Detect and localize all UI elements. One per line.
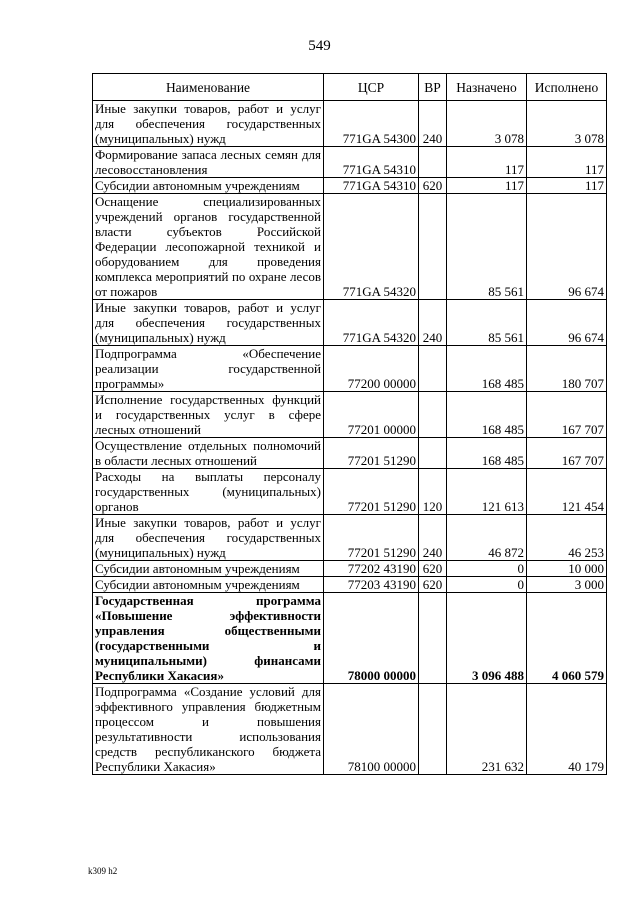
row-vr-cell: 620	[419, 561, 447, 577]
row-vr-cell	[419, 346, 447, 392]
table-row	[93, 300, 607, 346]
row-csr-cell: 77201 51290	[324, 469, 419, 515]
row-executed-cell: 46 253	[527, 515, 607, 561]
table-header-row	[93, 74, 607, 101]
row-csr-cell: 77201 51290	[324, 438, 419, 469]
row-name-cell: Формирование запаса лесных семян для лесовосстановления	[93, 147, 324, 178]
row-vr-cell	[419, 684, 447, 775]
row-csr-cell: 771GA 54310	[324, 178, 419, 194]
row-assigned-cell: 121 613	[447, 469, 527, 515]
table-row	[93, 346, 607, 392]
row-vr-cell	[419, 147, 447, 178]
header-executed: Исполнено	[527, 74, 607, 101]
row-vr-cell: 240	[419, 300, 447, 346]
row-assigned-cell: 117	[447, 147, 527, 178]
row-assigned-cell: 46 872	[447, 515, 527, 561]
row-assigned-cell: 0	[447, 561, 527, 577]
row-assigned-cell: 168 485	[447, 346, 527, 392]
row-name-cell: Субсидии автономным учреждениям	[93, 178, 324, 194]
row-csr-cell: 771GA 54310	[324, 147, 419, 178]
row-assigned-cell: 168 485	[447, 438, 527, 469]
row-vr-cell	[419, 392, 447, 438]
row-executed-cell: 121 454	[527, 469, 607, 515]
table-row	[93, 561, 607, 577]
row-executed-cell: 3 078	[527, 101, 607, 147]
row-assigned-cell: 85 561	[447, 300, 527, 346]
row-name-cell: Государственная программа «Повышение эффективности управления общественными (государственными и муниципальными) финансами Республики Хакасия»	[93, 593, 324, 684]
row-csr-cell: 78000 00000	[324, 593, 419, 684]
table-row	[93, 101, 607, 147]
row-name-cell: Субсидии автономным учреждениям	[93, 561, 324, 577]
row-name-cell: Исполнение государственных функций и государственных услуг в сфере лесных отношений	[93, 392, 324, 438]
row-vr-cell	[419, 194, 447, 300]
budget-table	[92, 73, 607, 775]
row-assigned-cell: 3 078	[447, 101, 527, 147]
row-vr-cell: 240	[419, 101, 447, 147]
row-csr-cell: 77201 51290	[324, 515, 419, 561]
row-vr-cell	[419, 438, 447, 469]
row-vr-cell: 620	[419, 178, 447, 194]
row-assigned-cell: 3 096 488	[447, 593, 527, 684]
row-name-cell: Оснащение специализированных учреждений органов государственной власти субъектов Российской Федерации лесопожарной техникой и оборудованием для проведения комплекса мероприятий по охране лесов от пожаров	[93, 194, 324, 300]
row-csr-cell: 77202 43190	[324, 561, 419, 577]
row-vr-cell	[419, 593, 447, 684]
row-executed-cell: 96 674	[527, 300, 607, 346]
row-executed-cell: 4 060 579	[527, 593, 607, 684]
table-row	[93, 515, 607, 561]
row-csr-cell: 77200 00000	[324, 346, 419, 392]
row-name-cell: Подпрограмма «Создание условий для эффективного управления бюджетным процессом и повышения результативности использования средств республиканского бюджета Республики Хакасия»	[93, 684, 324, 775]
row-name-cell: Субсидии автономным учреждениям	[93, 577, 324, 593]
table-row	[93, 392, 607, 438]
row-vr-cell: 620	[419, 577, 447, 593]
row-executed-cell: 180 707	[527, 346, 607, 392]
row-executed-cell: 167 707	[527, 392, 607, 438]
row-csr-cell: 78100 00000	[324, 684, 419, 775]
row-assigned-cell: 117	[447, 178, 527, 194]
row-csr-cell: 771GA 54320	[324, 300, 419, 346]
row-assigned-cell: 231 632	[447, 684, 527, 775]
row-name-cell: Иные закупки товаров, работ и услуг для обеспечения государственных (муниципальных) нужд	[93, 101, 324, 147]
row-assigned-cell: 0	[447, 577, 527, 593]
row-name-cell: Осуществление отдельных полномочий в области лесных отношений	[93, 438, 324, 469]
row-vr-cell: 240	[419, 515, 447, 561]
header-name: Наименование	[93, 74, 324, 101]
row-executed-cell: 40 179	[527, 684, 607, 775]
table-row	[93, 469, 607, 515]
table-row	[93, 593, 607, 684]
row-csr-cell: 77203 43190	[324, 577, 419, 593]
table-row	[93, 178, 607, 194]
row-csr-cell: 771GA 54320	[324, 194, 419, 300]
table-row	[93, 147, 607, 178]
row-csr-cell: 77201 00000	[324, 392, 419, 438]
header-csr: ЦСР	[324, 74, 419, 101]
row-assigned-cell: 85 561	[447, 194, 527, 300]
row-name-cell: Иные закупки товаров, работ и услуг для обеспечения государственных (муниципальных) нужд	[93, 300, 324, 346]
table-row	[93, 684, 607, 775]
row-executed-cell: 167 707	[527, 438, 607, 469]
row-executed-cell: 10 000	[527, 561, 607, 577]
table-row	[93, 194, 607, 300]
row-name-cell: Подпрограмма «Обеспечение реализации государственной программы»	[93, 346, 324, 392]
page-number: 549	[308, 38, 331, 54]
table-row	[93, 577, 607, 593]
row-csr-cell: 771GA 54300	[324, 101, 419, 147]
row-vr-cell: 120	[419, 469, 447, 515]
footer-code: k309 h2	[88, 866, 118, 876]
row-assigned-cell: 168 485	[447, 392, 527, 438]
row-name-cell: Расходы на выплаты персоналу государственных (муниципальных) органов	[93, 469, 324, 515]
row-executed-cell: 117	[527, 178, 607, 194]
row-name-cell: Иные закупки товаров, работ и услуг для обеспечения государственных (муниципальных) нужд	[93, 515, 324, 561]
row-executed-cell: 3 000	[527, 577, 607, 593]
table-row	[93, 438, 607, 469]
row-executed-cell: 96 674	[527, 194, 607, 300]
header-assigned: Назначено	[447, 74, 527, 101]
header-vr: ВР	[419, 74, 447, 101]
row-executed-cell: 117	[527, 147, 607, 178]
